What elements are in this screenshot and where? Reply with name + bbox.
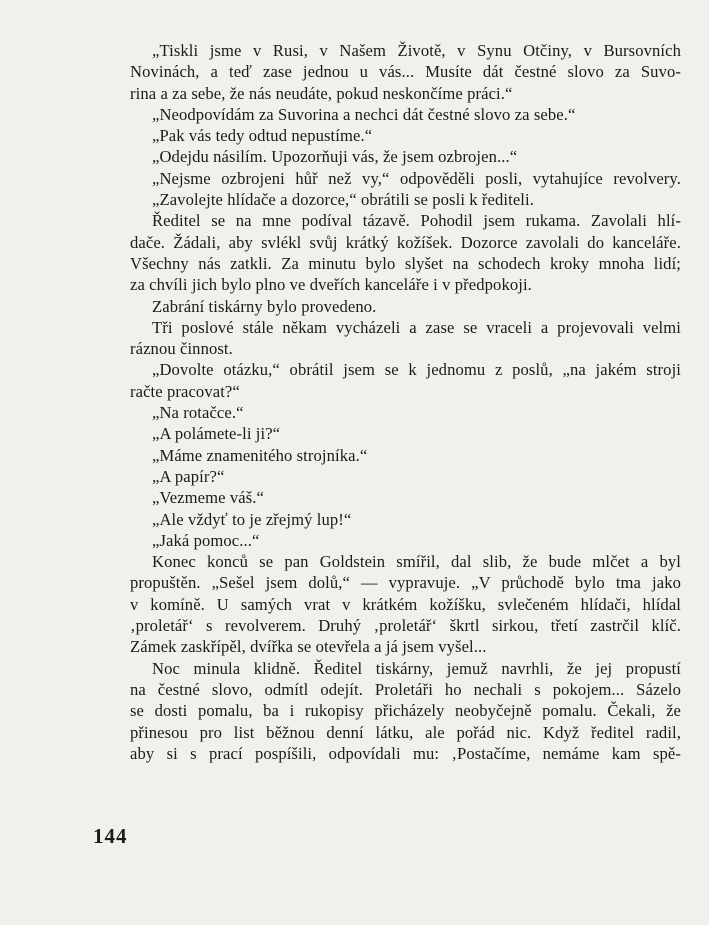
text-line: aby si s prací pospíšili, odpovídali mu: ‚Postačíme, nemáme kam spě- <box>130 743 681 763</box>
text-line: „Jaká pomoc...“ <box>152 530 260 550</box>
text-line: „Dovolte otázku,“ obrátil jsem se k jednomu z poslů, „na jakém stroji <box>152 360 681 380</box>
text-line: „Pak vás tedy odtud nepustíme.“ <box>152 126 373 146</box>
text-line: Tři poslové stále někam vycházeli a zase se vraceli a projevovali velmi <box>152 317 681 337</box>
text-line: se dosti pomalu, ba i rukopisy přicházely neobyčejně pomalu. Čekali, že <box>130 701 681 721</box>
page-number: 144 <box>93 824 128 848</box>
text-line: „Neodpovídám za Suvorina a nechci dát čestné slovo za sebe.“ <box>152 104 576 124</box>
text-line: za chvíli jich bylo plno ve dveřích kanceláře i v předpokoji. <box>130 275 532 295</box>
text-line: „Nejsme ozbrojeni hůř než vy,“ odpověděli posli, vytahujíce revolvery. <box>152 168 681 188</box>
text-line: račte pracovat?“ <box>130 381 240 401</box>
text-line: dače. Žádali, aby svlékl svůj krátký kožíšek. Dozorce zavolali do kanceláře. <box>130 232 681 252</box>
text-line: „Na rotačce.“ <box>152 403 244 423</box>
text-line: „A polámete-li ji?“ <box>152 424 281 444</box>
text-line: „Vezmeme váš.“ <box>152 488 264 508</box>
text-line: „Zavolejte hlídače a dozorce,“ obrátili se posli k řediteli. <box>152 190 534 210</box>
text-line: Všechny nás zatkli. Za minutu bylo slyšet na schodech kroky mnoha lidí; <box>130 253 681 273</box>
text-line: ‚proletář‘ s revolverem. Druhý ‚proletář‘ škrtl sirkou, třetí zastrčil klíč. <box>130 616 681 636</box>
page-text-block <box>130 40 681 764</box>
text-line: přinesou pro list běžnou denní látku, ale pořád nic. Když ředitel radil, <box>130 722 681 742</box>
text-line: „Máme znamenitého strojníka.“ <box>152 445 368 465</box>
text-line: Ředitel se na mne podíval tázavě. Pohodil jsem rukama. Zavolali hlí- <box>152 211 681 231</box>
text-line: Zabrání tiskárny bylo provedeno. <box>152 296 377 316</box>
text-line: Konec konců se pan Goldstein smířil, dal slib, že bude mlčet a byl <box>152 552 681 572</box>
text-line: Zámek zaskřípěl, dvířka se otevřela a já jsem vyšel... <box>130 637 487 657</box>
text-line: v komíně. U samých vrat v krátkém kožíšku, svlečeném hlídači, hlídal <box>130 594 681 614</box>
text-line: „Ale vždyť to je zřejmý lup!“ <box>152 509 352 529</box>
text-line: rina a za sebe, že nás neudáte, pokud neskončíme práci.“ <box>130 83 513 103</box>
text-line: na čestné slovo, odmítl odejít. Proletáři ho nechali s pokojem... Sázelo <box>130 679 681 699</box>
text-line: ráznou činnost. <box>130 339 233 359</box>
text-line: „Odejdu násilím. Upozorňuji vás, že jsem ozbrojen...“ <box>152 147 518 167</box>
text-line: propuštěn. „Sešel jsem dolů,“ — vypravuje. „V průchodě bylo tma jako <box>130 573 681 593</box>
text-line: Novinách, a teď zase jednou u vás... Musíte dát čestné slovo za Suvo- <box>130 62 681 82</box>
text-line: „A papír?“ <box>152 466 225 486</box>
text-line: Noc minula klidně. Ředitel tiskárny, jemuž navrhli, že jej propustí <box>152 658 681 678</box>
text-line: „Tiskli jsme v Rusi, v Našem Životě, v Synu Otčiny, v Bursovních <box>152 41 681 60</box>
